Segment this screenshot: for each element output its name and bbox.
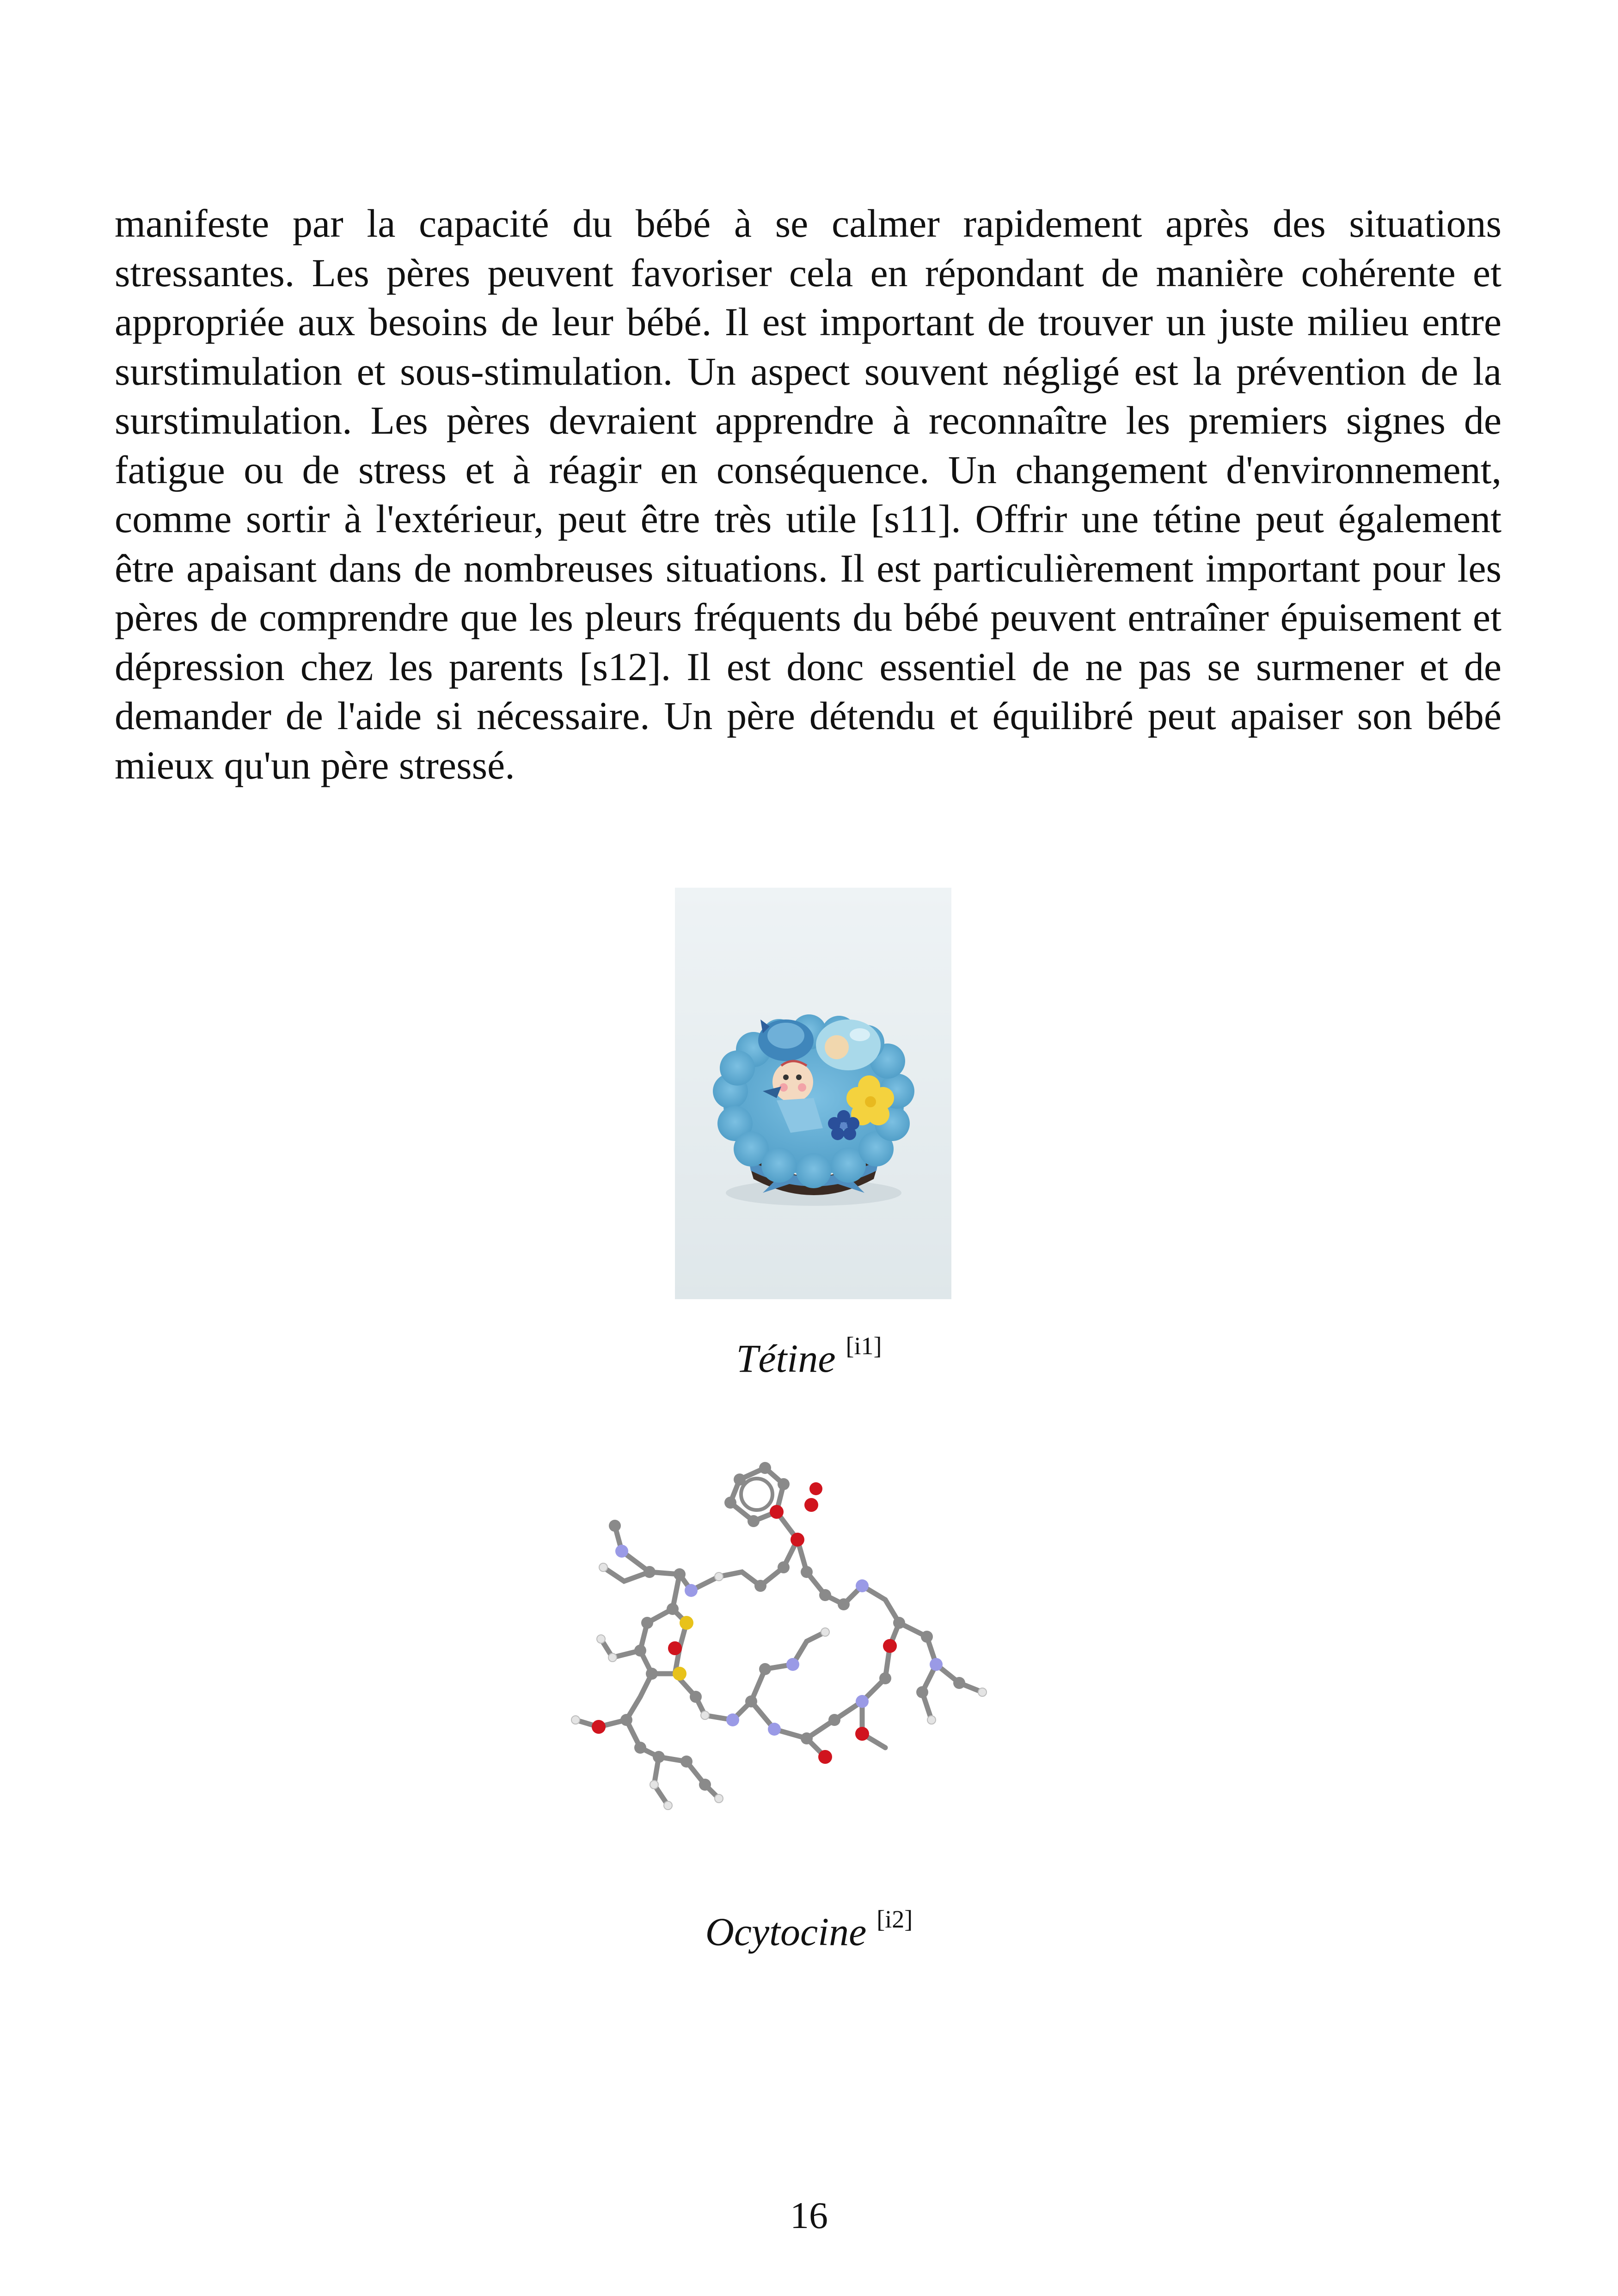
- figure1-caption: [0, 1332, 1618, 1381]
- figure1-caption-title: Tétine: [736, 1336, 836, 1381]
- figure1-caption-ref: [i1]: [846, 1332, 882, 1360]
- figure2-caption-title: Ocytocine: [705, 1909, 867, 1954]
- figure2-caption: [0, 1905, 1618, 1955]
- body-paragraph: manifeste par la capacité du bébé à se calmer rapidement après des situations stressantes. Les pères peuvent favoriser cela en répondant de manière cohérente et appropriée aux besoins de leur bébé. Il est important de trouver un juste milieu entre surstimulation et sous-stimulation. Un aspect souvent négligé est la prévention de la surstimulation. Les pères devraient apprendre à reconnaître les premiers signes de fatigue ou de stress et à réagir en conséquence. Un changement d'environnement, comme sortir à l'extérieur, peut être très utile [s11]. Offrir une tétine peut également être apaisant dans de nombreuses situations. Il est particulièrement important pour les pères de comprendre que les pleurs fréquents du bébé peuvent entraîner épuisement et dépression chez les parents [s12]. Il est donc essentiel de ne pas se surmener et de demander de l'aide si nécessaire. Un père détendu et équilibré peut apaiser son bébé mieux qu'un père stressé.: [115, 201, 1502, 787]
- pacifier-photo: [675, 888, 951, 1299]
- page-number: 16: [790, 2194, 828, 2236]
- figure2-caption-ref: [i2]: [876, 1905, 913, 1933]
- oxytocin-molecule-diagram: [566, 1461, 1052, 1863]
